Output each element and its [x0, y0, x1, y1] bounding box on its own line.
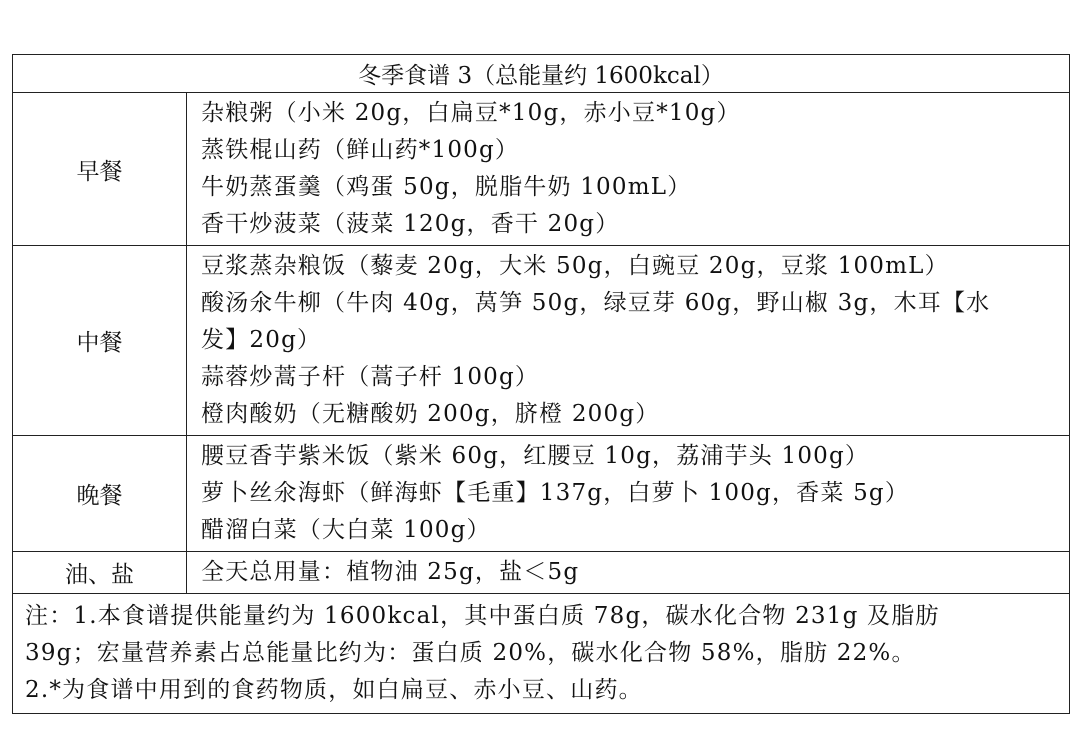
notes-cell — [13, 594, 1069, 713]
meal-label-dinner: 晚餐 — [13, 436, 187, 551]
meal-row-lunch — [13, 246, 1069, 436]
meal-item: 萝卜丝氽海虾（鲜海虾【毛重】137g，白萝卜 100g，香菜 5g） — [201, 480, 910, 506]
oil-salt-row — [13, 552, 1069, 594]
meal-row-dinner — [13, 436, 1069, 552]
meal-item: 腰豆香芋紫米饭（紫米 60g，红腰豆 10g，荔浦芋头 100g） — [201, 443, 870, 469]
meal-label-breakfast: 早餐 — [13, 93, 187, 245]
oil-salt-item: 全天总用量：植物油 25g，盐＜5g — [201, 559, 580, 585]
meal-item: 杂粮粥（小米 20g，白扁豆*10g，赤小豆*10g） — [201, 100, 741, 126]
note-line: 2.*为食谱中用到的食药物质，如白扁豆、赤小豆、山药。 — [25, 677, 643, 703]
meal-item: 豆浆蒸杂粮饭（藜麦 20g，大米 50g，白豌豆 20g，豆浆 100mL） — [201, 253, 949, 279]
note-line: 39g；宏量营养素占总能量比约为：蛋白质 20%，碳水化合物 58%，脂肪 22%。 — [25, 640, 916, 666]
meal-row-breakfast — [13, 93, 1069, 246]
meal-item: 橙肉酸奶（无糖酸奶 200g，脐橙 200g） — [201, 401, 660, 427]
table-title: 冬季食谱 3（总能量约 1600kcal） — [358, 63, 724, 89]
meal-item: 酸汤氽牛柳（牛肉 40g，莴笋 50g，绿豆芽 60g，野山椒 3g，木耳【水 — [201, 290, 991, 316]
meal-items-breakfast — [187, 93, 1069, 245]
recipe-table — [12, 54, 1070, 714]
meal-item: 牛奶蒸蛋羹（鸡蛋 50g，脱脂牛奶 100mL） — [201, 174, 692, 200]
meal-item: 蒜蓉炒蒿子杆（蒿子杆 100g） — [201, 364, 540, 390]
meal-item: 醋溜白菜（大白菜 100g） — [201, 517, 491, 543]
meal-label-lunch: 中餐 — [13, 246, 187, 435]
meal-items-dinner — [187, 436, 1069, 551]
note-line: 注：1.本食谱提供能量约为 1600kcal，其中蛋白质 78g，碳水化合物 231g 及脂肪 — [25, 603, 940, 629]
oil-salt-label: 油、盐 — [13, 552, 187, 593]
notes-row — [13, 594, 1069, 713]
meal-item: 蒸铁棍山药（鲜山药*100g） — [201, 137, 520, 163]
table-title-row — [13, 55, 1069, 93]
meal-items-lunch — [187, 246, 1069, 435]
oil-salt-items — [187, 552, 1069, 593]
meal-item: 发】20g） — [201, 327, 322, 353]
meal-item: 香干炒菠菜（菠菜 120g，香干 20g） — [201, 211, 620, 237]
